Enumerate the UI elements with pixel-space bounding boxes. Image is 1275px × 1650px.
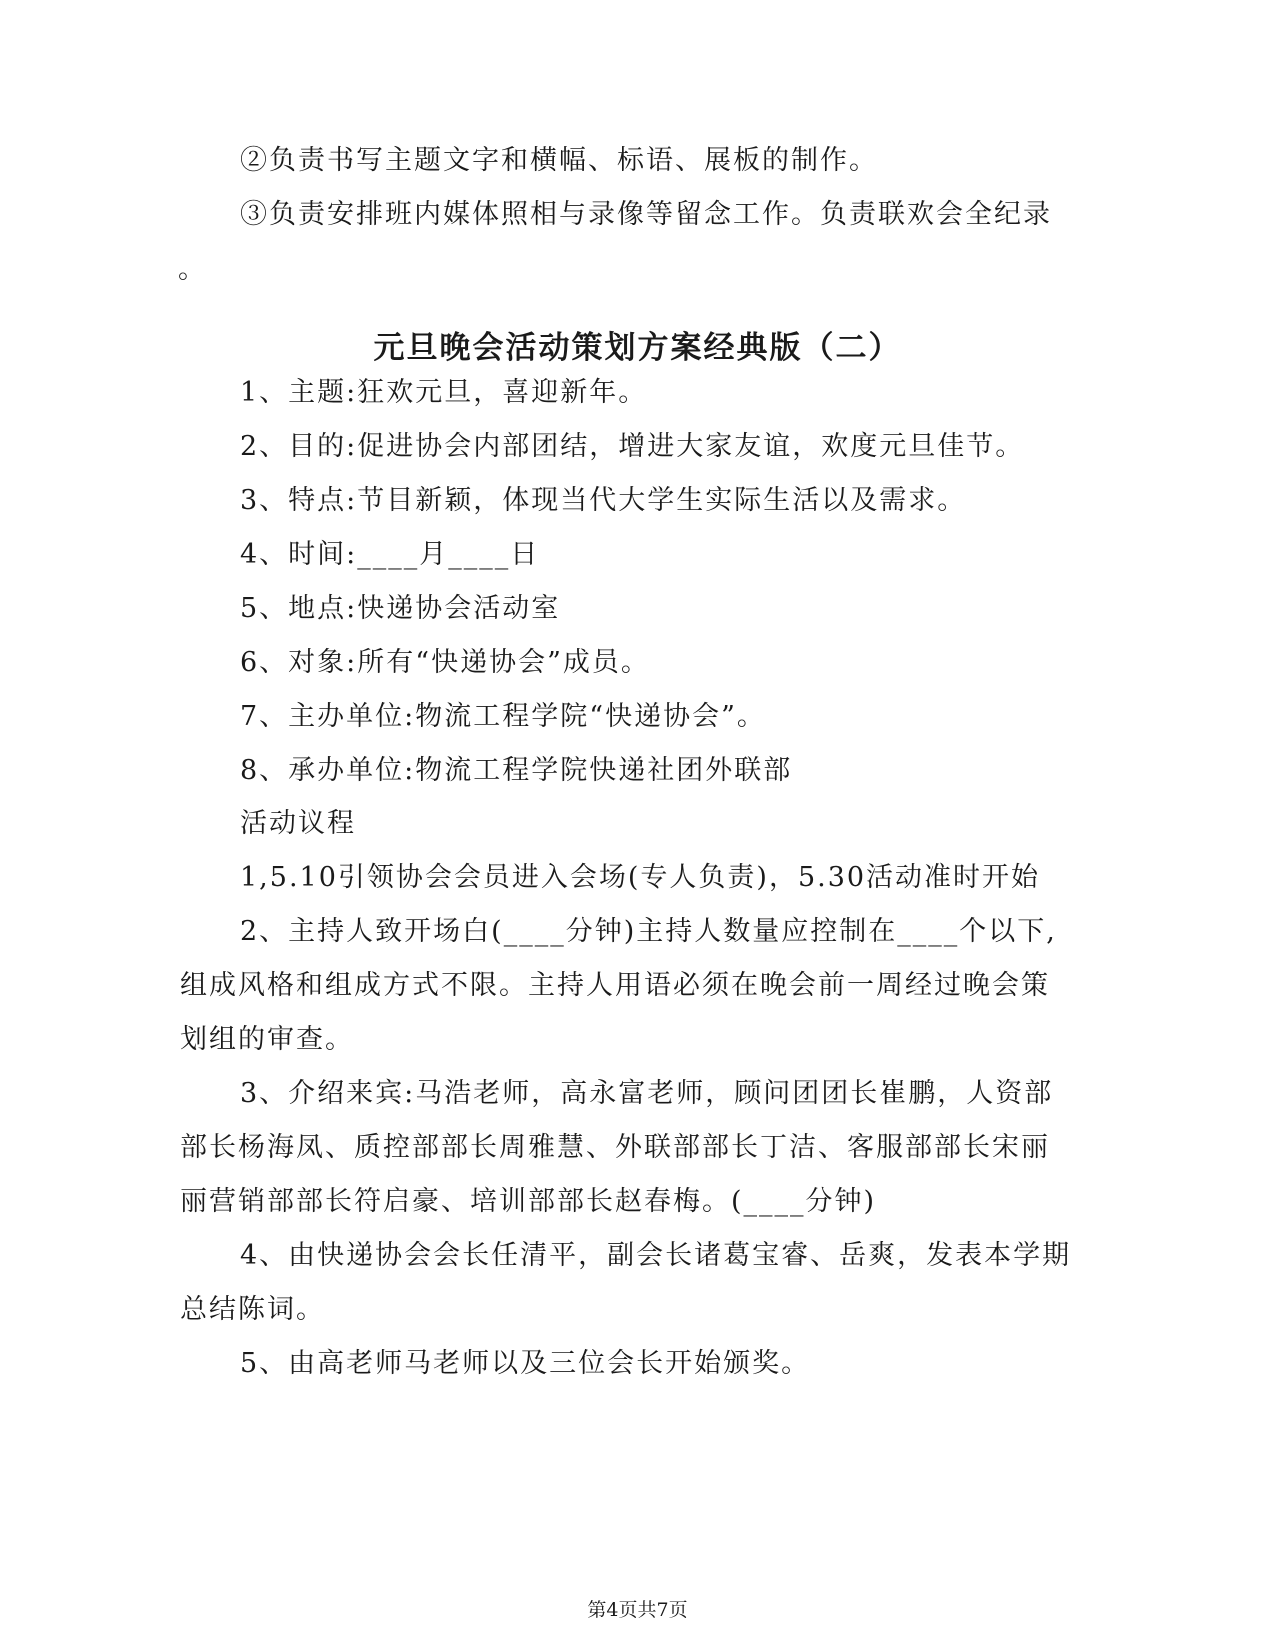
agenda-line: 总结陈词。: [180, 1294, 325, 1325]
list-item: 6、对象:所有“快递协会”成员。: [240, 647, 650, 678]
agenda-line: 3、介绍来宾:马浩老师，高永富老师，顾问团团长崔鹏，人资部: [240, 1078, 1054, 1109]
list-item: 5、地点:快递协会活动室: [240, 593, 561, 624]
agenda-line: 4、由快递协会会长任清平，副会长诸葛宝睿、岳爽，发表本学期: [240, 1240, 1072, 1271]
list-item: 2、目的:促进协会内部团结，增进大家友谊，欢度元旦佳节。: [240, 431, 1025, 462]
agenda-heading: 活动议程: [240, 808, 356, 839]
intro-line: ②负责书写主题文字和横幅、标语、展板的制作。: [240, 145, 878, 176]
list-item: 3、特点:节目新颖，体现当代大学生实际生活以及需求。: [240, 485, 967, 516]
list-item: 1、主题:狂欢元旦，喜迎新年。: [240, 377, 648, 408]
list-item: 4、时间:____月____日: [240, 539, 540, 570]
section-title: 元旦晚会活动策划方案经典版（二）: [373, 330, 902, 366]
intro-line: 。: [178, 254, 207, 285]
agenda-line: 2、主持人致开场白(____分钟)主持人数量应控制在____个以下,: [240, 916, 1057, 947]
list-item: 7、主办单位:物流工程学院“快递协会”。: [240, 701, 766, 732]
agenda-line: 丽营销部部长符启豪、培训部部长赵春梅。(____分钟): [180, 1186, 877, 1217]
agenda-line: 部长杨海凤、质控部部长周雅慧、外联部部长丁洁、客服部部长宋丽: [180, 1132, 1050, 1163]
agenda-line: 划组的审查。: [180, 1024, 354, 1055]
list-item: 8、承办单位:物流工程学院快递社团外联部: [240, 755, 793, 786]
agenda-line: 5、由高老师马老师以及三位会长开始颁奖。: [240, 1348, 811, 1379]
agenda-line: 组成风格和组成方式不限。主持人用语必须在晚会前一周经过晚会策: [180, 970, 1050, 1001]
page-number: 第4页共7页: [587, 1599, 688, 1621]
intro-line: ③负责安排班内媒体照相与录像等留念工作。负责联欢会全纪录: [240, 199, 1052, 230]
agenda-line: 1,5.10引领协会会员进入会场(专人负责)，5.30活动准时开始: [240, 862, 1041, 893]
